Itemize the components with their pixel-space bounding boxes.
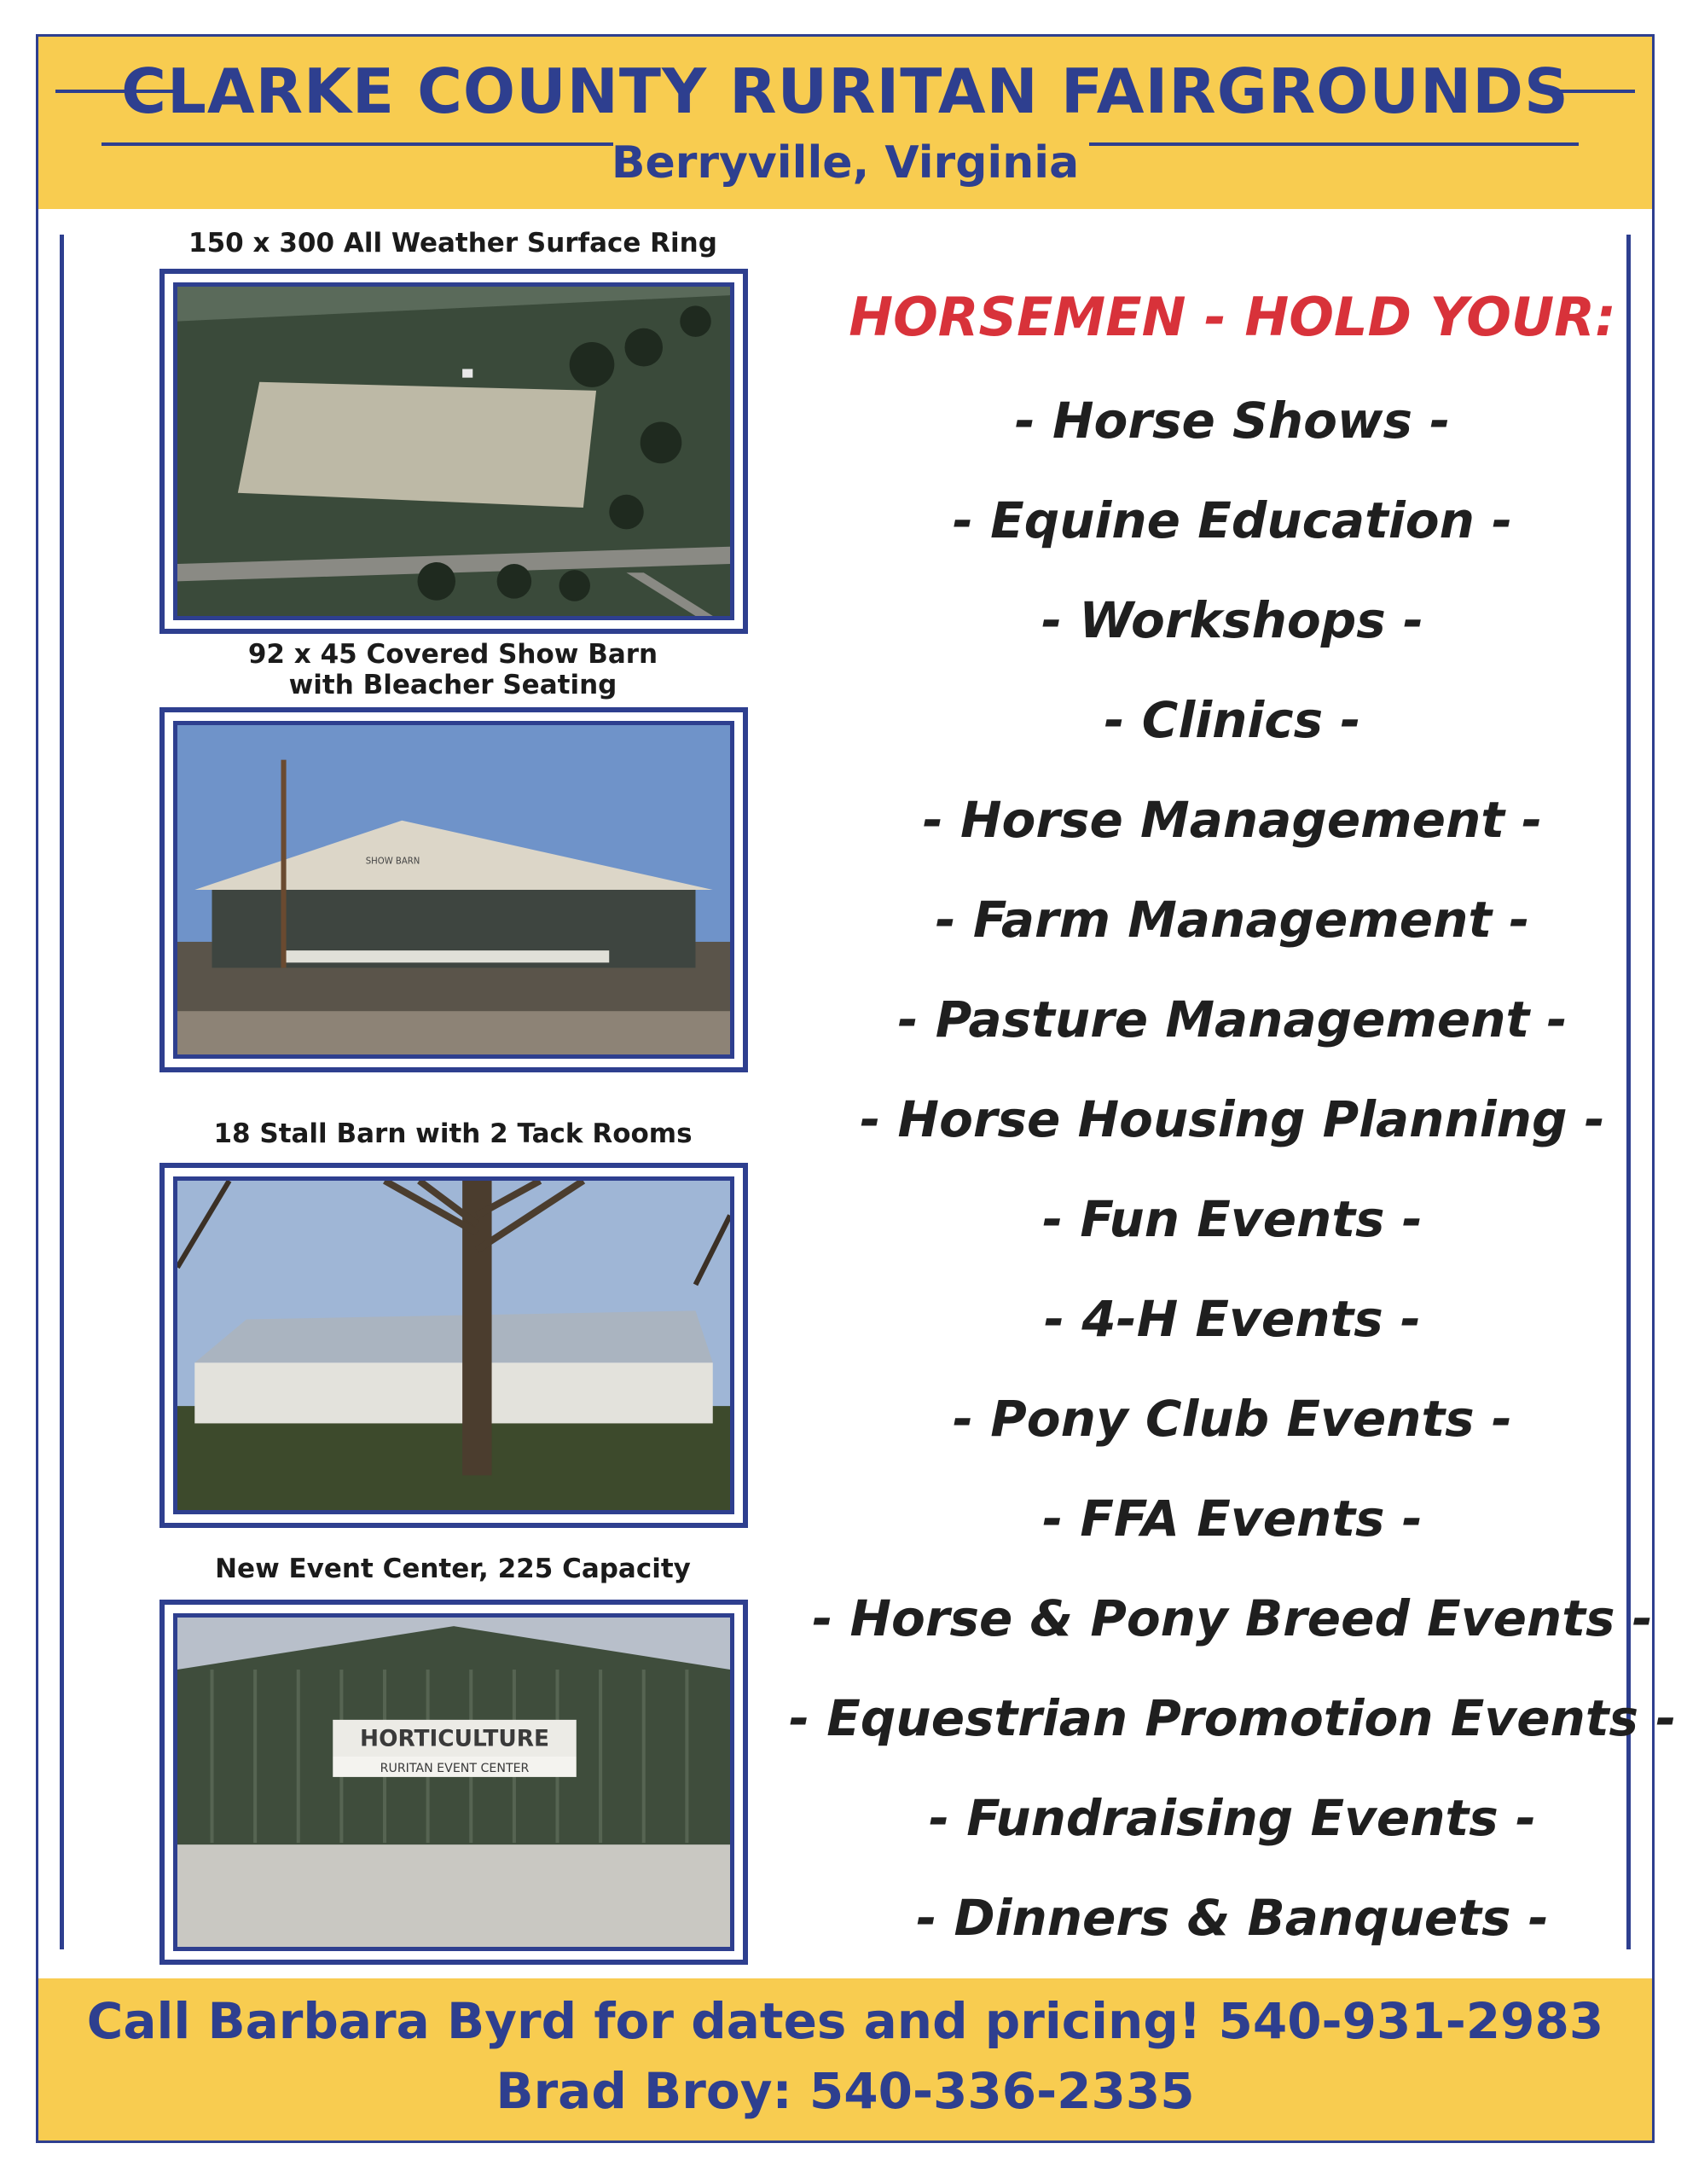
list-item: - Fundraising Events - — [928, 1789, 1537, 1847]
list-item: - Horse Management - — [922, 791, 1543, 849]
header-band — [38, 37, 1652, 209]
list-item: - Pasture Management - — [897, 990, 1568, 1048]
event-center-sign-main: HORTICULTURE — [360, 1726, 549, 1752]
list-item: - Dinners & Banquets - — [916, 1889, 1549, 1947]
ring-photo — [159, 269, 748, 634]
list-item: - 4-H Events - — [1044, 1290, 1421, 1348]
list-item: - Clinics - — [1104, 691, 1361, 749]
list-item: - Workshops - — [1041, 591, 1424, 649]
list-item: - Horse Housing Planning - — [860, 1090, 1605, 1148]
event-center-sign-sub: RURITAN EVENT CENTER — [380, 1761, 530, 1775]
event-center-caption: New Event Center, 225 Capacity — [215, 1554, 691, 1584]
offer-heading-horsemen: HORSEMEN — [849, 286, 1186, 348]
stall-barn-photo — [159, 1163, 748, 1528]
contact-line-primary: Call Barbara Byrd for dates and pricing! 540-931-2983 — [86, 1992, 1604, 2050]
list-item: - Horse & Pony Breed Events - — [812, 1589, 1653, 1647]
list-item: - Equine Education - — [952, 491, 1513, 549]
show-barn-caption-line2: with Bleacher Seating — [288, 670, 617, 700]
list-item: - Equestrian Promotion Events - — [789, 1689, 1677, 1747]
list-item: - Horse Shows - — [1014, 392, 1451, 450]
ring-aerial-image — [177, 287, 730, 616]
offer-heading — [823, 286, 1642, 348]
stall-barn-image — [177, 1181, 730, 1510]
page-title: CLARKE COUNTY RURITAN FAIRGROUNDS — [121, 55, 1569, 127]
left-border-line — [60, 235, 64, 1949]
stall-barn-caption: 18 Stall Barn with 2 Tack Rooms — [213, 1118, 693, 1149]
flyer-sheet — [36, 34, 1677, 2143]
event-type-list — [789, 371, 1676, 1968]
show-barn-image — [177, 725, 730, 1054]
show-barn-sign: SHOW BARN — [365, 857, 420, 867]
list-item: - Farm Management - — [935, 891, 1530, 949]
contact-line-secondary: Brad Broy: 540-336-2335 — [496, 2062, 1195, 2120]
event-center-photo — [159, 1600, 748, 1965]
offer-heading-rest: - HOLD YOUR: — [1186, 286, 1616, 348]
footer-band — [38, 1978, 1652, 2140]
event-center-image — [177, 1618, 730, 1947]
list-item: - FFA Events - — [1042, 1490, 1423, 1548]
list-item: - Fun Events - — [1042, 1190, 1423, 1248]
show-barn-photo — [159, 707, 748, 1072]
ring-caption: 150 x 300 All Weather Surface Ring — [188, 228, 717, 258]
show-barn-caption — [129, 639, 777, 700]
page-subtitle: Berryville, Virginia — [611, 137, 1080, 189]
list-item: - Pony Club Events - — [953, 1390, 1512, 1448]
show-barn-caption-line1: 92 x 45 Covered Show Barn — [247, 639, 658, 670]
